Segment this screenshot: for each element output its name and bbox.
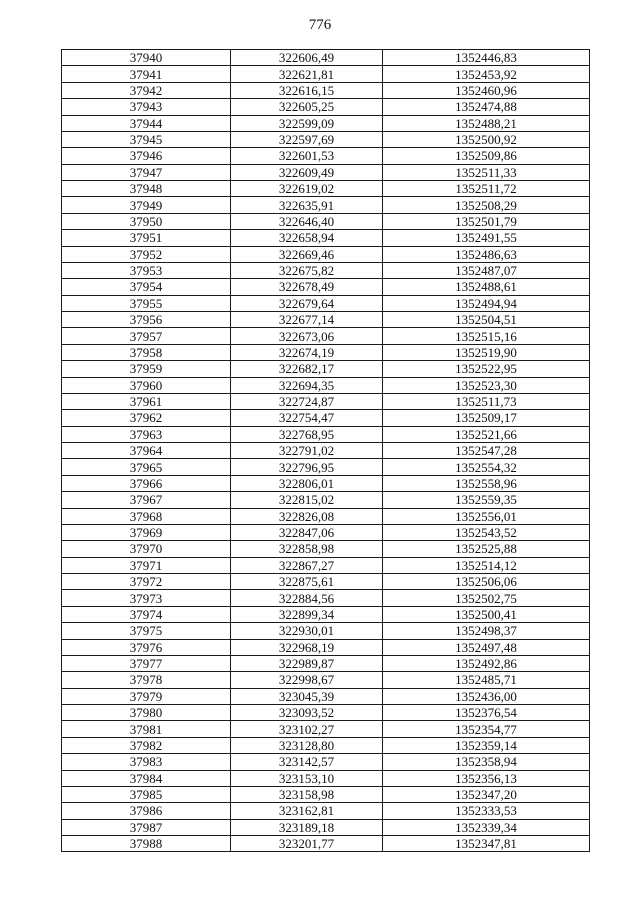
x-coordinate-cell: 322768,95	[231, 426, 383, 442]
point-number-cell: 37965	[62, 459, 231, 475]
point-number-cell: 37941	[62, 66, 231, 82]
y-coordinate-cell: 1352547,28	[383, 443, 590, 459]
table-row	[62, 737, 590, 753]
point-number-cell: 37981	[62, 721, 231, 737]
table-row	[62, 295, 590, 311]
y-coordinate-cell: 1352506,06	[383, 574, 590, 590]
x-coordinate-cell: 322658,94	[231, 230, 383, 246]
y-coordinate-cell: 1352523,30	[383, 377, 590, 393]
point-number-cell: 37954	[62, 279, 231, 295]
table-row	[62, 557, 590, 573]
x-coordinate-cell: 322621,81	[231, 66, 383, 82]
coordinates-table-body	[62, 50, 590, 852]
point-number-cell: 37987	[62, 819, 231, 835]
point-number-cell: 37962	[62, 410, 231, 426]
y-coordinate-cell: 1352521,66	[383, 426, 590, 442]
table-row	[62, 574, 590, 590]
x-coordinate-cell: 323045,39	[231, 688, 383, 704]
x-coordinate-cell: 322930,01	[231, 623, 383, 639]
y-coordinate-cell: 1352347,81	[383, 836, 590, 852]
point-number-cell: 37946	[62, 148, 231, 164]
table-row	[62, 262, 590, 278]
x-coordinate-cell: 323201,77	[231, 836, 383, 852]
y-coordinate-cell: 1352494,94	[383, 295, 590, 311]
point-number-cell: 37960	[62, 377, 231, 393]
y-coordinate-cell: 1352446,83	[383, 50, 590, 66]
point-number-cell: 37956	[62, 312, 231, 328]
point-number-cell: 37971	[62, 557, 231, 573]
y-coordinate-cell: 1352485,71	[383, 672, 590, 688]
y-coordinate-cell: 1352508,29	[383, 197, 590, 213]
x-coordinate-cell: 323102,27	[231, 721, 383, 737]
y-coordinate-cell: 1352509,86	[383, 148, 590, 164]
x-coordinate-cell: 322599,09	[231, 115, 383, 131]
table-row	[62, 688, 590, 704]
y-coordinate-cell: 1352500,92	[383, 131, 590, 147]
x-coordinate-cell: 322899,34	[231, 606, 383, 622]
point-number-cell: 37967	[62, 492, 231, 508]
x-coordinate-cell: 322847,06	[231, 524, 383, 540]
y-coordinate-cell: 1352559,35	[383, 492, 590, 508]
x-coordinate-cell: 322606,49	[231, 50, 383, 66]
y-coordinate-cell: 1352501,79	[383, 213, 590, 229]
x-coordinate-cell: 322673,06	[231, 328, 383, 344]
table-row	[62, 541, 590, 557]
y-coordinate-cell: 1352487,07	[383, 262, 590, 278]
y-coordinate-cell: 1352354,77	[383, 721, 590, 737]
x-coordinate-cell: 322867,27	[231, 557, 383, 573]
y-coordinate-cell: 1352511,73	[383, 393, 590, 409]
table-row	[62, 672, 590, 688]
table-row	[62, 312, 590, 328]
x-coordinate-cell: 322677,14	[231, 312, 383, 328]
point-number-cell: 37958	[62, 344, 231, 360]
table-row	[62, 66, 590, 82]
point-number-cell: 37957	[62, 328, 231, 344]
y-coordinate-cell: 1352356,13	[383, 770, 590, 786]
y-coordinate-cell: 1352436,00	[383, 688, 590, 704]
y-coordinate-cell: 1352504,51	[383, 312, 590, 328]
x-coordinate-cell: 322679,64	[231, 295, 383, 311]
x-coordinate-cell: 322635,91	[231, 197, 383, 213]
x-coordinate-cell: 322968,19	[231, 639, 383, 655]
table-row	[62, 328, 590, 344]
table-row	[62, 770, 590, 786]
x-coordinate-cell: 322826,08	[231, 508, 383, 524]
y-coordinate-cell: 1352491,55	[383, 230, 590, 246]
coordinates-table	[61, 49, 590, 852]
y-coordinate-cell: 1352500,41	[383, 606, 590, 622]
x-coordinate-cell: 322694,35	[231, 377, 383, 393]
table-row	[62, 721, 590, 737]
y-coordinate-cell: 1352453,92	[383, 66, 590, 82]
y-coordinate-cell: 1352556,01	[383, 508, 590, 524]
point-number-cell: 37949	[62, 197, 231, 213]
point-number-cell: 37942	[62, 82, 231, 98]
point-number-cell: 37974	[62, 606, 231, 622]
x-coordinate-cell: 322791,02	[231, 443, 383, 459]
point-number-cell: 37940	[62, 50, 231, 66]
point-number-cell: 37972	[62, 574, 231, 590]
x-coordinate-cell: 322682,17	[231, 361, 383, 377]
table-row	[62, 148, 590, 164]
table-row	[62, 344, 590, 360]
y-coordinate-cell: 1352515,16	[383, 328, 590, 344]
y-coordinate-cell: 1352488,21	[383, 115, 590, 131]
table-row	[62, 786, 590, 802]
x-coordinate-cell: 322675,82	[231, 262, 383, 278]
table-row	[62, 459, 590, 475]
table-row	[62, 279, 590, 295]
table-row	[62, 377, 590, 393]
x-coordinate-cell: 322619,02	[231, 181, 383, 197]
table-row	[62, 197, 590, 213]
point-number-cell: 37947	[62, 164, 231, 180]
x-coordinate-cell: 323153,10	[231, 770, 383, 786]
point-number-cell: 37980	[62, 705, 231, 721]
y-coordinate-cell: 1352474,88	[383, 99, 590, 115]
point-number-cell: 37961	[62, 393, 231, 409]
point-number-cell: 37948	[62, 181, 231, 197]
table-row	[62, 361, 590, 377]
table-row	[62, 99, 590, 115]
table-row	[62, 754, 590, 770]
point-number-cell: 37976	[62, 639, 231, 655]
point-number-cell: 37982	[62, 737, 231, 753]
y-coordinate-cell: 1352333,53	[383, 803, 590, 819]
y-coordinate-cell: 1352358,94	[383, 754, 590, 770]
y-coordinate-cell: 1352359,14	[383, 737, 590, 753]
x-coordinate-cell: 322806,01	[231, 475, 383, 491]
table-row	[62, 164, 590, 180]
y-coordinate-cell: 1352525,88	[383, 541, 590, 557]
y-coordinate-cell: 1352486,63	[383, 246, 590, 262]
point-number-cell: 37955	[62, 295, 231, 311]
table-row	[62, 705, 590, 721]
x-coordinate-cell: 322646,40	[231, 213, 383, 229]
x-coordinate-cell: 322796,95	[231, 459, 383, 475]
y-coordinate-cell: 1352502,75	[383, 590, 590, 606]
table-row	[62, 623, 590, 639]
point-number-cell: 37977	[62, 655, 231, 671]
x-coordinate-cell: 322754,47	[231, 410, 383, 426]
y-coordinate-cell: 1352460,96	[383, 82, 590, 98]
point-number-cell: 37988	[62, 836, 231, 852]
x-coordinate-cell: 322858,98	[231, 541, 383, 557]
x-coordinate-cell: 322609,49	[231, 164, 383, 180]
point-number-cell: 37953	[62, 262, 231, 278]
point-number-cell: 37959	[62, 361, 231, 377]
y-coordinate-cell: 1352492,86	[383, 655, 590, 671]
x-coordinate-cell: 323142,57	[231, 754, 383, 770]
x-coordinate-cell: 322724,87	[231, 393, 383, 409]
table-row	[62, 82, 590, 98]
table-row	[62, 492, 590, 508]
point-number-cell: 37952	[62, 246, 231, 262]
point-number-cell: 37951	[62, 230, 231, 246]
table-row	[62, 246, 590, 262]
x-coordinate-cell: 322989,87	[231, 655, 383, 671]
table-row	[62, 836, 590, 852]
point-number-cell: 37979	[62, 688, 231, 704]
point-number-cell: 37945	[62, 131, 231, 147]
x-coordinate-cell: 322597,69	[231, 131, 383, 147]
x-coordinate-cell: 323093,52	[231, 705, 383, 721]
table-row	[62, 443, 590, 459]
y-coordinate-cell: 1352511,72	[383, 181, 590, 197]
x-coordinate-cell: 323162,81	[231, 803, 383, 819]
page-number: 776	[308, 17, 332, 33]
point-number-cell: 37984	[62, 770, 231, 786]
x-coordinate-cell: 323189,18	[231, 819, 383, 835]
point-number-cell: 37969	[62, 524, 231, 540]
point-number-cell: 37968	[62, 508, 231, 524]
table-row	[62, 181, 590, 197]
table-row	[62, 590, 590, 606]
point-number-cell: 37978	[62, 672, 231, 688]
x-coordinate-cell: 322605,25	[231, 99, 383, 115]
table-row	[62, 213, 590, 229]
point-number-cell: 37943	[62, 99, 231, 115]
x-coordinate-cell: 322875,61	[231, 574, 383, 590]
point-number-cell: 37966	[62, 475, 231, 491]
x-coordinate-cell: 322601,53	[231, 148, 383, 164]
table-row	[62, 393, 590, 409]
y-coordinate-cell: 1352488,61	[383, 279, 590, 295]
y-coordinate-cell: 1352498,37	[383, 623, 590, 639]
table-row	[62, 803, 590, 819]
point-number-cell: 37970	[62, 541, 231, 557]
table-row	[62, 606, 590, 622]
x-coordinate-cell: 322674,19	[231, 344, 383, 360]
y-coordinate-cell: 1352514,12	[383, 557, 590, 573]
table-row	[62, 655, 590, 671]
point-number-cell: 37985	[62, 786, 231, 802]
point-number-cell: 37950	[62, 213, 231, 229]
x-coordinate-cell: 322884,56	[231, 590, 383, 606]
y-coordinate-cell: 1352558,96	[383, 475, 590, 491]
y-coordinate-cell: 1352347,20	[383, 786, 590, 802]
y-coordinate-cell: 1352554,32	[383, 459, 590, 475]
table-row	[62, 475, 590, 491]
y-coordinate-cell: 1352511,33	[383, 164, 590, 180]
table-row	[62, 131, 590, 147]
y-coordinate-cell: 1352339,34	[383, 819, 590, 835]
y-coordinate-cell: 1352519,90	[383, 344, 590, 360]
table-row	[62, 819, 590, 835]
y-coordinate-cell: 1352543,52	[383, 524, 590, 540]
table-row	[62, 410, 590, 426]
point-number-cell: 37963	[62, 426, 231, 442]
point-number-cell: 37944	[62, 115, 231, 131]
point-number-cell: 37973	[62, 590, 231, 606]
x-coordinate-cell: 323128,80	[231, 737, 383, 753]
table-row	[62, 639, 590, 655]
x-coordinate-cell: 322998,67	[231, 672, 383, 688]
y-coordinate-cell: 1352509,17	[383, 410, 590, 426]
point-number-cell: 37975	[62, 623, 231, 639]
x-coordinate-cell: 323158,98	[231, 786, 383, 802]
x-coordinate-cell: 322616,15	[231, 82, 383, 98]
table-row	[62, 115, 590, 131]
table-row	[62, 524, 590, 540]
point-number-cell: 37983	[62, 754, 231, 770]
x-coordinate-cell: 322815,02	[231, 492, 383, 508]
y-coordinate-cell: 1352376,54	[383, 705, 590, 721]
table-row	[62, 426, 590, 442]
table-row	[62, 508, 590, 524]
point-number-cell: 37986	[62, 803, 231, 819]
table-row	[62, 230, 590, 246]
x-coordinate-cell: 322678,49	[231, 279, 383, 295]
point-number-cell: 37964	[62, 443, 231, 459]
y-coordinate-cell: 1352522,95	[383, 361, 590, 377]
y-coordinate-cell: 1352497,48	[383, 639, 590, 655]
table-row	[62, 50, 590, 66]
x-coordinate-cell: 322669,46	[231, 246, 383, 262]
